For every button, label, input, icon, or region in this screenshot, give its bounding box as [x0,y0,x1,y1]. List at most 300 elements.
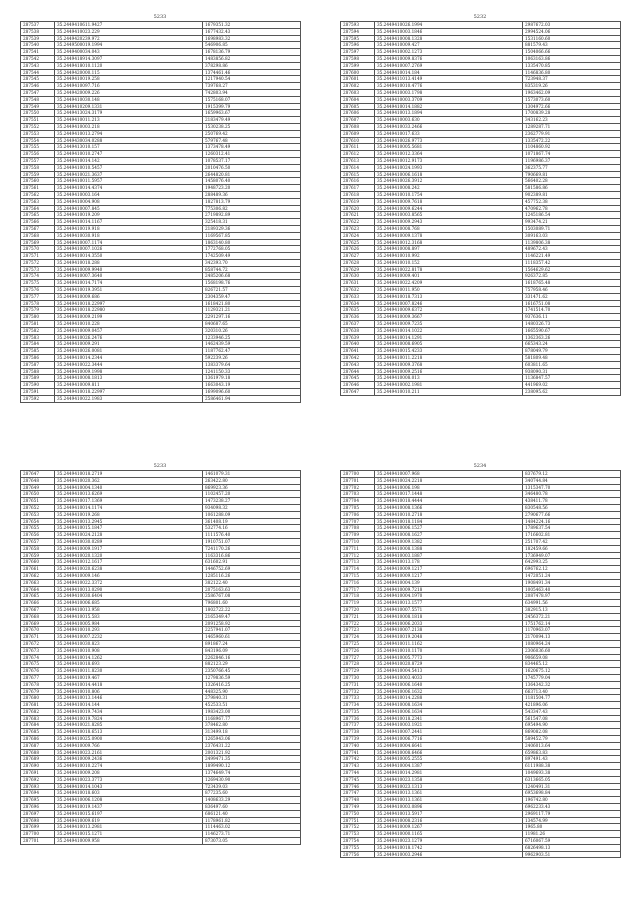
point-id-cell: 287646 [341,382,375,389]
point-id-cell: 287700 [21,831,55,838]
table-row [341,341,621,348]
coordinate-cell: 35.2449410003.0896 [375,804,523,811]
value-cell: 757958.46 [523,287,621,294]
table-row [341,69,621,76]
table-row [21,22,301,29]
value-cell: 695494.90 [523,722,621,729]
coordinate-cell: 35.2449410023.1358 [375,776,523,783]
coordinate-cell: 35.2449410012.3364 [375,151,523,158]
point-id-cell: 287724 [341,634,375,641]
coordinate-cell: 35.2449410006.1208 [55,797,203,804]
coordinate-cell: 35.2449410019.209 [55,212,203,219]
point-id-cell: 287571 [21,253,55,260]
coordinate-cell: 35.2449410009.7235 [375,321,523,328]
table-row [341,831,621,838]
table-row [21,151,301,158]
coordinate-cell: 35.2449410008.1366 [375,504,523,511]
coordinate-cell: 35.2449410030.918 [55,232,203,239]
coordinate-cell: 35.2449410003.630 [375,117,523,124]
coordinate-cell: 35.2449410014.2981 [375,770,523,777]
point-id-cell: 287627 [341,253,375,260]
table-row [341,110,621,117]
table-row [21,198,301,205]
coordinate-cell: 35.2449410026.3912 [375,178,523,185]
value-cell: 1965.80 [523,824,621,831]
value-cell: 1741514.70 [523,307,621,314]
table-row [341,708,621,715]
table-row [21,191,301,198]
table-row [341,613,621,620]
point-id-cell: 287742 [341,756,375,763]
table-row [21,130,301,137]
value-cell: 1269430.90 [203,776,301,783]
value-cell: 878049.79 [523,348,621,355]
table-row [21,566,301,573]
value-cell: 1181504.77 [523,695,621,702]
table-row [21,96,301,103]
table-row [341,239,621,246]
coordinate-cell: 35.2449410014.2288 [375,695,523,702]
coordinate-cell: 35.2449410022.8178 [375,266,523,273]
value-cell: 1196986.37 [523,157,621,164]
point-id-cell: 287732 [341,688,375,695]
table-row [341,498,621,505]
point-id-cell: 287671 [21,634,55,641]
point-id-cell: 287700 [341,471,375,478]
point-id-cell: 287749 [341,804,375,811]
value-cell: 1465960.61 [203,634,301,641]
table-row [341,654,621,661]
table-row [21,239,301,246]
table-row [21,293,301,300]
table-row [21,620,301,627]
value-cell: 2001321.92 [203,749,301,756]
table-row [21,368,301,375]
table-row [341,749,621,756]
table-row [341,518,621,525]
point-id-cell: 287573 [21,266,55,273]
table-row [21,395,301,402]
coordinate-cell: 35.2449410014.144 [55,702,203,709]
value-cell: 6953698.84 [523,790,621,797]
table-row [21,253,301,260]
point-id-cell: 287539 [21,35,55,42]
value-cell: 489672.43 [523,246,621,253]
point-id-cell: 287705 [341,504,375,511]
coordinate-cell: 35.2449410010.293 [55,627,203,634]
coordinate-cell: 35.2449410019.268 [55,511,203,518]
point-id-cell: 287657 [21,538,55,545]
coordinate-cell: 35.2449410013.1361 [375,790,523,797]
point-id-cell: 287649 [21,484,55,491]
coordinate-cell: 35.2449410009.1217 [375,566,523,573]
value-cell: 2376431.22 [203,742,301,749]
coordinate-cell: 35.2449410013.5917 [375,810,523,817]
coordinate-cell: 35.2449410014.1291 [375,334,523,341]
table-row [21,361,301,368]
coordinate-cell: 35.2449410003.1887 [375,552,523,559]
table-row [21,756,301,763]
point-id-cell: 287665 [21,593,55,600]
table-row [341,545,621,552]
coordinate-cell: 35.2449410022.4209 [375,280,523,287]
point-id-cell: 287581 [21,321,55,328]
value-cell: 340744.84 [523,477,621,484]
table-row [21,579,301,586]
value-cell: 470962.78 [523,205,621,212]
table-row [341,681,621,688]
value-cell: 532774.16 [203,525,301,532]
point-id-cell: 287710 [341,538,375,545]
point-id-cell: 287747 [341,790,375,797]
table-row [21,471,301,478]
coordinate-cell: 35.2449410013.958 [55,606,203,613]
point-id-cell: 287721 [341,613,375,620]
value-cell: 2087478.97 [523,593,621,600]
coordinate-cell: 35.2449410007.2769 [375,62,523,69]
table-row [21,695,301,702]
coordinate-cell: 35.2449410009.1917 [55,545,203,552]
point-id-cell: 287638 [341,327,375,334]
value-cell: 382122.40 [203,579,301,586]
coordinate-cell: 35.2449410024.2128 [55,532,203,539]
value-cell: 1335472.22 [523,137,621,144]
value-cell: 1742509.49 [203,253,301,260]
coordinate-cell: 35.2449410009.291 [55,341,203,348]
value-cell: 6826498.13 [523,844,621,851]
table-row [341,327,621,334]
coordinate-cell: 35.2449410012.9173 [375,157,523,164]
value-cell: 2485206.68 [203,273,301,280]
value-cell: 2586461.94 [203,395,301,402]
value-cell: 1136847.57 [523,375,621,382]
coordinate-cell: 35.2449410007.1026 [55,246,203,253]
value-cell: 796801.60 [203,600,301,607]
value-cell: 858744.72 [203,266,301,273]
coordinate-cell: 35.2449410022.3372 [55,579,203,586]
coordinate-cell: 35.2449410006.198 [375,484,523,491]
value-cell: 1078537.17 [203,157,301,164]
table-row [21,164,301,171]
coordinate-cell: 35.2449410009.2516 [375,368,523,375]
coordinate-cell: 35.2449410009.3768 [375,361,523,368]
point-id-cell: 287672 [21,640,55,647]
point-id-cell: 287707 [341,518,375,525]
point-id-cell: 287713 [341,559,375,566]
table-row [21,389,301,396]
value-cell: 1503089.71 [523,225,621,232]
value-cell: 263422.80 [203,477,301,484]
point-id-cell: 287641 [341,348,375,355]
value-cell: 1129321.21 [203,307,301,314]
point-id-cell: 287753 [341,831,375,838]
table-row [21,55,301,62]
point-id-cell: 287669 [21,620,55,627]
table-row [341,368,621,375]
value-cell: 1169567.85 [203,232,301,239]
coordinate-cell: 35.2449410004.1340 [55,484,203,491]
table-row [21,83,301,90]
value-cell: 1285116.26 [203,572,301,579]
coordinate-cell: 35.2449410026.2476 [55,334,203,341]
point-id-cell: 287712 [341,552,375,559]
table-row [341,552,621,559]
coordinate-cell: 35.2449410004.6641 [375,742,523,749]
point-id-cell: 287650 [21,491,55,498]
table-row [21,831,301,838]
value-cell: 2306036.60 [523,647,621,654]
coordinate-cell: 35.2449410010.5457 [55,164,203,171]
table-row [341,504,621,511]
coordinate-cell: 35.2449410006.7716 [375,736,523,743]
table-row [21,498,301,505]
coordinate-cell: 35.2449410010.806 [55,688,203,695]
coordinate-cell: 35.2449410009.2943 [375,219,523,226]
value-cell: 2499471.35 [203,756,301,763]
table-row [341,736,621,743]
value-cell: 2994524.06 [523,28,621,35]
value-cell: 1899490.12 [203,763,301,770]
table-row [341,661,621,668]
point-id-cell: 287730 [341,674,375,681]
point-id-cell: 287667 [21,606,55,613]
point-id-cell: 287559 [21,171,55,178]
coordinate-cell: 35.2449410018.693 [55,661,203,668]
value-cell: 696762.12 [523,566,621,573]
value-cell: 343162.23 [523,117,621,124]
point-id-cell: 287723 [341,627,375,634]
coordinate-cell: 35.2449410030.148 [55,96,203,103]
coordinate-cell: 35.2449410009.1998 [55,368,203,375]
table-row [21,62,301,69]
table-row [21,640,301,647]
value-cell: 877235.60 [203,790,301,797]
point-id-cell: 287553 [21,130,55,137]
point-id-cell: 287694 [21,790,55,797]
value-cell: 288489.36 [203,191,301,198]
table-row [341,471,621,478]
point-id-cell: 287746 [341,783,375,790]
value-cell: 362375.77 [523,164,621,171]
coordinate-cell: 35.2449410014.184 [375,69,523,76]
table-row [21,185,301,192]
value-cell: 543347.43 [523,708,621,715]
table-row [341,307,621,314]
value-cell: 790669.81 [523,171,621,178]
value-cell: 2262846.16 [203,654,301,661]
table-row [341,198,621,205]
value-cell: 2406013.64 [523,742,621,749]
coordinate-cell: 35.2449410015.1271 [55,831,203,838]
coordinate-cell: 35.2449410023.1313 [375,783,523,790]
coordinate-cell: 35.2449410007.3640 [55,273,203,280]
point-id-cell: 287655 [21,525,55,532]
coordinate-cell: 35.2449410007.8246 [375,300,523,307]
coordinate-cell: 35.2449410008.6905 [375,341,523,348]
table-row [341,178,621,185]
point-id-cell: 287614 [341,164,375,171]
point-id-cell: 287728 [341,661,375,668]
point-id-cell: 287589 [21,375,55,382]
table-row [341,232,621,239]
value-cell: 830548.56 [523,504,621,511]
coordinate-cell: 35.2449410018.288 [55,259,203,266]
value-cell: 882123.29 [203,661,301,668]
point-id-cell: 287668 [21,613,55,620]
table-row [341,191,621,198]
value-cell: 937636.11 [523,314,621,321]
point-id-cell: 287540 [21,42,55,49]
point-id-cell: 287684 [21,722,55,729]
panel-title: 5233 [153,463,167,469]
coordinate-cell: 35.2449410014.4374 [55,185,203,192]
point-id-cell: 287605 [341,103,375,110]
coordinate-cell: 35.2449410006.1640 [375,681,523,688]
table-row [21,484,301,491]
value-cell: 1677432.43 [203,28,301,35]
table-row [341,266,621,273]
table-row [341,273,621,280]
point-id-cell: 287615 [341,171,375,178]
point-id-cell: 287566 [21,219,55,226]
coordinate-cell: 35.2449410007.2441 [375,729,523,736]
point-id-cell: 287733 [341,695,375,702]
value-cell: 313499.18 [203,729,301,736]
value-cell: 834465.12 [523,661,621,668]
coordinate-cell: 35.2449410010.211 [375,389,523,396]
coordinate-cell: 35.2449418914.3097 [55,55,203,62]
table-row [341,62,621,69]
coordinate-cell: 35.2449410019.258 [55,76,203,83]
value-cell: 7241170.26 [203,545,301,552]
table-row [341,538,621,545]
value-cell: 1659963.67 [203,110,301,117]
coordinate-cell: 35.2449410014.1022 [375,327,523,334]
value-cell: 2165349.47 [203,613,301,620]
table-row [341,382,621,389]
coordinate-cell: 35.2449410009.3667 [375,314,523,321]
coordinate-cell: 35.2449410019.3951 [55,287,203,294]
value-cell: 1616751.08 [523,300,621,307]
value-cell: 279840.31 [203,695,301,702]
point-id-cell: 287647 [341,389,375,396]
table-row [341,640,621,647]
value-cell: 2586767.08 [203,593,301,600]
table-row [341,770,621,777]
value-cell: 378298.86 [203,62,301,69]
point-id-cell: 287664 [21,586,55,593]
table-row [21,69,301,76]
point-id-cell: 287567 [21,225,55,232]
point-id-cell: 287752 [341,824,375,831]
coordinate-cell: 35.2449410209.1331 [55,103,203,110]
coordinate-cell: 35.2449410003.1846 [375,28,523,35]
value-cell: 581586.86 [523,185,621,192]
table-row [21,790,301,797]
point-id-cell: 287731 [341,681,375,688]
table-row [21,681,301,688]
point-id-cell: 287632 [341,287,375,294]
coordinate-cell: 35.2449410010.1170 [375,647,523,654]
coordinate-cell: 35.2449410008.2316 [375,817,523,824]
coordinate-cell: 35.2449410015.583 [55,613,203,620]
coordinate-cell: 35.2449410009.1382 [375,538,523,545]
coordinate-table [340,21,621,396]
coordinate-cell: 35.2449410004.1970 [375,593,523,600]
value-cell: 1700839.28 [523,110,621,117]
point-id-cell: 287541 [21,49,55,56]
point-id-cell: 287546 [21,83,55,90]
coordinate-cell: 35.2449410006.1527 [375,525,523,532]
value-cell: 1484224.16 [523,518,621,525]
coordinate-cell: 35.2449410002.1273 [375,49,523,56]
value-cell: 251707.42 [523,538,621,545]
point-id-cell: 287726 [341,647,375,654]
point-id-cell: 287718 [341,593,375,600]
table-row [21,586,301,593]
value-cell: 331471.62 [523,293,621,300]
point-id-cell: 287618 [341,191,375,198]
point-id-cell: 287637 [341,321,375,328]
point-id-cell: 287698 [21,817,55,824]
value-cell: 378462.80 [203,722,301,729]
value-cell: 1114463.02 [203,824,301,831]
value-cell: 1802722.22 [203,606,301,613]
coordinate-cell: 35.2449410003.2946 [375,851,523,858]
value-cell: 581809.48 [523,355,621,362]
point-id-cell: 287722 [341,620,375,627]
table-row [341,511,621,518]
value-cell: 561547.08 [523,715,621,722]
table-row [341,117,621,124]
point-id-cell: 287597 [341,49,375,56]
coordinate-cell: 35.2449413024.3179 [55,110,203,117]
point-id-cell: 287702 [341,484,375,491]
value-cell: 891867.24 [203,640,301,647]
table-row [21,545,301,552]
coordinate-cell: 35.2449410004.1387 [375,763,523,770]
value-cell: 134574.99 [523,817,621,824]
value-cell: 1573073.60 [523,96,621,103]
value-cell: 1618421.80 [203,300,301,307]
table-row [21,137,301,144]
coordinate-cell: 35.2449410023.229 [55,28,203,35]
value-cell: 775306.82 [203,205,301,212]
point-id-cell: 287547 [21,89,55,96]
coordinate-cell: 35.2449410009.9940 [55,266,203,273]
table-row [341,361,621,368]
point-id-cell: 287658 [21,545,55,552]
point-id-cell: 287643 [341,361,375,368]
value-cell: 1472051.24 [523,572,621,579]
coordinate-cell: 35.2449410018.22997 [55,389,203,396]
table-row [21,327,301,334]
coordinate-cell: 35.2449410024.1993 [375,164,523,171]
point-id-cell: 287740 [341,742,375,749]
coordinate-cell: 35.2449410009.619 [55,817,203,824]
value-cell: 457752.38 [523,198,621,205]
coordinate-cell: 35.2449410004.5413 [375,668,523,675]
point-id-cell: 287683 [21,715,55,722]
coordinate-cell: 35.2449410030.823 [55,640,203,647]
table-row [21,348,301,355]
point-id-cell: 287734 [341,702,375,709]
coordinate-cell: 35.2449410008.1818 [375,613,523,620]
coordinate-cell: 35.2449410013.2945 [55,518,203,525]
value-cell: 1948723.20 [203,185,301,192]
table-row [341,96,621,103]
point-id-cell: 287606 [341,110,375,117]
